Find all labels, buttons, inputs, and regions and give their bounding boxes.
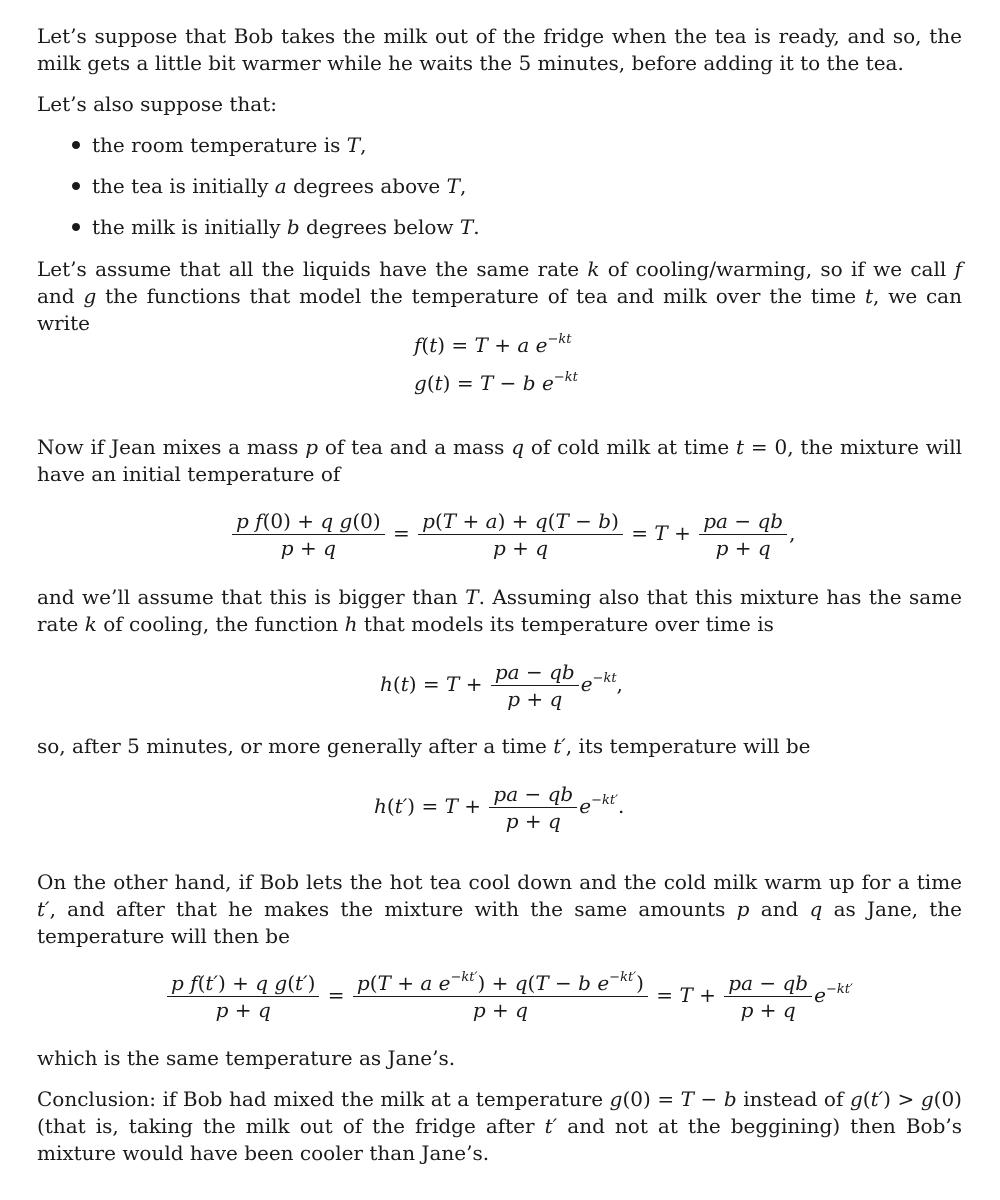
list-item: the tea is initially a degrees above T, xyxy=(72,173,466,200)
list-item: the room temperature is T, xyxy=(72,132,366,159)
equation-f: f(t) = T + a $e^{-kt}$ xyxy=(414,332,572,357)
paragraph-so: so, after 5 minutes, or more generally after a time t′, its temperature will be xyxy=(37,734,811,758)
equation-h: h(t) = T + $\frac{pa - qb}{p + q}$ $e^{-kt}$, xyxy=(380,660,623,711)
paragraph-same: which is the same temperature as Jane’s. xyxy=(37,1046,456,1070)
bullet-icon xyxy=(72,182,80,190)
list-item: the milk is initially b degrees below T. xyxy=(72,214,480,241)
paragraph-assume: and we’ll assume that this is bigger than T. Assuming also that this mixture has the same rate k of cooling, the function h that models its temperature over time is xyxy=(37,585,963,636)
paragraph-bob: On the other hand, if Bob lets the hot tea cool down and the cold milk warm up for a time t′, and after that he makes the mixture with the same amounts p and q as Jane, the temperature will then be xyxy=(37,870,963,948)
bullet-icon xyxy=(72,223,80,231)
equation-h-tprime: h(t′) = T + $\frac{pa - qb}{p + q}$ $e^{-kt'}$. xyxy=(374,782,625,833)
equation-g: g(t) = T − b $e^{-kt}$ xyxy=(414,370,578,395)
bullet-icon xyxy=(72,141,80,149)
paragraph-also: Let’s also suppose that: xyxy=(37,92,277,116)
paragraph-mix: Now if Jean mixes a mass p of tea and a mass q of cold milk at time t = 0, the mixture will have an initial temperature of xyxy=(37,435,963,486)
paragraph-intro: Let’s suppose that Bob takes the milk out of the fridge when the tea is ready, and so, the milk gets a little bit warmer while he waits the 5 minutes, before adding it to the tea. xyxy=(37,24,962,75)
equation-bob-mixture: $\frac{\text{p f(t′) + q g(t′)}}{p + q}$ = $\frac{p(T + a e^{-kt'}) + q(T - b e^{-kt'})}{p + q}$ = T + $\frac{pa - qb}{p + q}$ $e^{-kt'}$ xyxy=(165,970,853,1023)
paragraph-conclusion: Conclusion: if Bob had mixed the milk at a temperature g(0) = T − b instead of g(t′) > g(0) (that is, taking the milk out of the fridge after t′ and not at the beggining) then Bob’s mixture would have been cooler than Jane’s. xyxy=(37,1087,962,1165)
equation-initial-mixture: $\frac{\text{p f(0) + q g(0)}}{p + q}$ = $\frac{p(T + a) + q(T - b)}{p + q}$ = T + $\frac{pa - qb}{p + q}$ , xyxy=(230,508,795,561)
paragraph-rate: Let’s assume that all the liquids have the same rate k of cooling/warming, so if we call f and g the functions that model the temperature of tea and milk over the time t, we can write xyxy=(37,257,962,335)
